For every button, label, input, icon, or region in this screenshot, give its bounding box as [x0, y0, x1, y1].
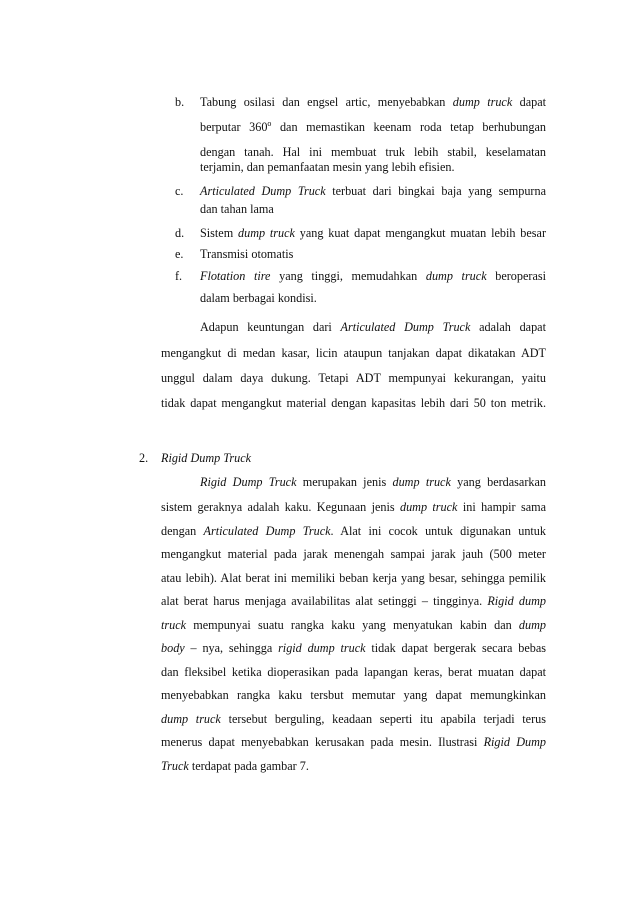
text-line [161, 499, 546, 515]
text-run: yang berdasarkan [450, 475, 546, 489]
text-run: alat berat harus menjaga availabilitas alat setinggi – tingginya. [161, 594, 488, 608]
text-run: yang tinggi, memudahkan [270, 269, 426, 283]
list-label: d. [175, 226, 185, 240]
text-line [161, 370, 546, 386]
text-run: Transmisi otomatis [200, 247, 294, 261]
text-run: unggul dalam daya dukung. Tetapi ADT mempunyai kekurangan, yaitu [161, 371, 546, 385]
italic-term: rigid dump truck [278, 641, 366, 655]
text-run: terdapat pada gambar 7. [188, 759, 309, 773]
italic-term: Articulated Dump Truck [200, 184, 326, 198]
italic-term: dump truck [452, 95, 513, 109]
list-label: f. [175, 269, 183, 283]
text-run: berputar 360 [200, 120, 268, 134]
text-line [161, 570, 546, 586]
text-run: terjamin, dan pemanfaatan mesin yang lebih efisien. [200, 160, 455, 174]
text-line [200, 474, 546, 490]
text-run: Sistem [200, 226, 239, 240]
list-label: c. [175, 184, 184, 198]
text-line [161, 711, 546, 727]
text-run: yang kuat dapat mengangkut muatan lebih besar [294, 226, 546, 240]
text-run: mengangkut material pada jarak menengah sampai jarak jauh (500 meter [161, 547, 546, 561]
text-run: menerus dapat menyebabkan kerusakan pada mesin. Ilustrasi [161, 735, 484, 749]
text-line [161, 687, 546, 703]
text-line [200, 290, 317, 306]
text-run: menyebabkan rangka kaku tersbut memutar yang dapat memungkinkan [161, 688, 546, 702]
italic-term: Rigid Dump [483, 735, 546, 749]
text-run: beroperasi [486, 269, 546, 283]
text-line [200, 319, 546, 335]
text-line [161, 395, 546, 411]
text-run: Tabung osilasi dan engsel artic, menyebabkan [200, 95, 453, 109]
text-line [200, 159, 455, 175]
text-run: dapat [512, 95, 546, 109]
text-line [200, 94, 546, 110]
section-number: 2. [139, 451, 149, 465]
text-line [161, 345, 546, 361]
superscript: o [267, 119, 272, 128]
text-run: sistem geraknya adalah kaku. Kegunaan jenis [161, 500, 400, 514]
text-run: atau lebih). Alat berat ini memiliki beban kerja yang besar, sehingga pemilik [161, 571, 546, 585]
text-run: – nya, sehingga [184, 641, 279, 655]
text-run: dan fleksibel ketika dioperasikan pada lapangan keras, berat muatan dapat [161, 665, 546, 679]
text-run: tidak dapat mengangkut material dengan kapasitas lebih dari 50 ton metrik. [161, 396, 546, 410]
text-run: tidak dapat bergerak secara bebas [365, 641, 547, 655]
list-label: e. [175, 247, 184, 261]
text-line [200, 119, 546, 135]
text-run: dengan [161, 524, 204, 538]
text-line [200, 225, 546, 241]
italic-term: dump truck [238, 226, 295, 240]
italic-term: dump truck [392, 475, 451, 489]
text-line [200, 183, 546, 199]
text-run: dalam berbagai kondisi. [200, 291, 317, 305]
text-line [200, 201, 274, 217]
text-line [161, 758, 309, 774]
text-line [161, 546, 546, 562]
text-run: dan tahan lama [200, 202, 274, 216]
italic-term: dump truck [425, 269, 487, 283]
italic-term: Rigid dump [487, 594, 546, 608]
text-run: ini hampir sama [457, 500, 546, 514]
italic-term: dump [518, 618, 546, 632]
italic-term: Flotation tire [200, 269, 271, 283]
text-run: terbuat dari bingkai baja yang sempurna [325, 184, 546, 198]
text-line [161, 523, 546, 539]
text-line [161, 593, 546, 609]
italic-term: Rigid Dump Truck [200, 475, 297, 489]
text-run: merupakan jenis [296, 475, 393, 489]
italic-term: Truck [161, 759, 189, 773]
text-run: Adapun keuntungan dari [200, 320, 341, 334]
list-label: b. [175, 95, 185, 109]
text-run: dan memastikan keenam roda tetap berhubungan [271, 120, 546, 134]
text-line [200, 268, 546, 284]
italic-term: Articulated Dump Truck [203, 524, 331, 538]
text-line [161, 617, 546, 633]
italic-term: body [161, 641, 185, 655]
text-line [161, 640, 546, 656]
text-run: dengan tanah. Hal ini membuat truk lebih stabil, keselamatan [200, 145, 546, 159]
section-heading: Rigid Dump Truck [161, 451, 252, 465]
text-run: tersebut berguling, keadaan seperti itu apabila terjadi terus [220, 712, 546, 726]
text-run: . Alat ini cocok untuk digunakan untuk [330, 524, 546, 538]
text-line [200, 144, 546, 160]
italic-term: dump truck [399, 500, 458, 514]
text-line [200, 246, 293, 262]
text-run: mengangkut di medan kasar, licin ataupun tanjakan dapat dikatakan ADT [161, 346, 546, 360]
text-run: adalah dapat [470, 320, 546, 334]
text-line [161, 734, 546, 750]
italic-term: truck [161, 618, 187, 632]
italic-term: dump truck [161, 712, 221, 726]
italic-term: Articulated Dump Truck [340, 320, 471, 334]
text-line [161, 664, 546, 680]
text-run: mempunyai suatu rangka kaku yang menyatukan kabin dan [186, 618, 519, 632]
